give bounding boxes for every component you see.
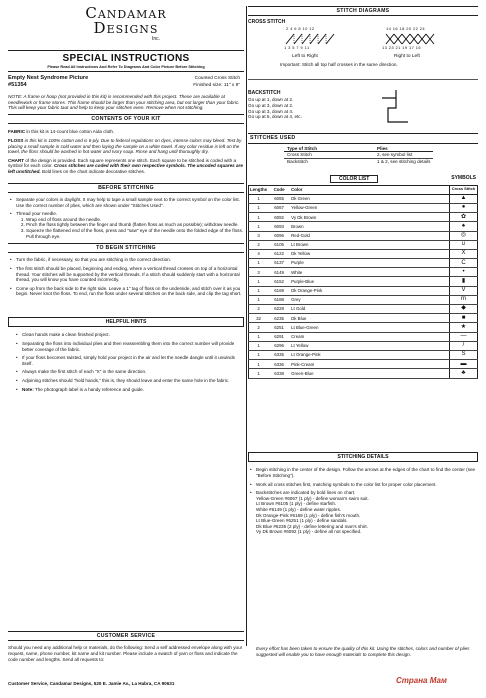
please-read: Please Read All Instructions And Refer To Diagrams And Color Picture Before Stitching	[47, 65, 205, 70]
color-name: Lt Blue-Green	[290, 323, 449, 332]
service-address: Customer Service, Candamar Designs, 520 E. Jamie Av., La Habra, CA 90631	[8, 681, 175, 686]
fabric-paragraph	[8, 129, 244, 135]
color-symbol: X	[450, 249, 478, 258]
color-code: 6335	[268, 350, 290, 359]
color-code: 6105	[268, 240, 290, 249]
color-symbol: m	[450, 295, 478, 304]
color-code: 6188	[268, 295, 290, 304]
begin-heading: TO BEGIN STITCHING	[8, 243, 244, 253]
table-row	[284, 158, 433, 164]
color-symbol: •	[450, 268, 478, 277]
before-heading: BEFORE STITCHING	[8, 183, 244, 193]
color-length: 32	[249, 314, 269, 323]
table-row	[284, 152, 433, 159]
table-row	[249, 332, 478, 341]
color-name: Lt Orange-Pink	[290, 350, 449, 359]
note-text: The photograph label is a handy reference and guide.	[33, 386, 144, 392]
right-column	[248, 6, 478, 379]
color-symbol: ♠	[450, 222, 478, 231]
backstitch-step: Go up at 5, down at 4, etc.	[248, 114, 302, 120]
color-symbol: ∪	[450, 240, 478, 249]
color-name: Yellow-Green	[290, 203, 449, 212]
table-row	[249, 213, 478, 222]
backstitch-detail: Dk Blue #6235 (2 ply) - define lettering and man's shirt.	[256, 523, 368, 529]
table-row	[249, 268, 478, 277]
color-code: 6092	[268, 213, 290, 222]
color-name: Lt Yellow	[290, 341, 449, 350]
chart-text: of the design is provided. Each square represents one stitch. Each square to be stitched is coded with a symbol for each color.	[8, 157, 237, 169]
col-type: Type of Stitch	[287, 145, 318, 151]
fabric-text: in this kit is 14-count blue cotton Aida cloth.	[25, 129, 115, 135]
service-heading: CUSTOMER SERVICE	[8, 631, 244, 641]
color-code: 6122	[268, 249, 290, 258]
color-code: 6228	[268, 305, 290, 314]
color-code: 6093	[268, 222, 290, 231]
color-symbol: ●	[450, 203, 478, 212]
color-name: Cream	[290, 332, 449, 341]
color-symbol: ■	[450, 314, 478, 323]
color-code: 6065	[268, 194, 290, 203]
backstitch-diagram	[248, 79, 478, 131]
thread-step: 3. Squeeze the flattened end of the floss, press and "saw" eye of the needle onto the folded edge of the floss. Pull through eye.	[26, 228, 244, 239]
details-item: • Begin stitching in the center of the design. Follow the arrows at the edges of the chart to find the center (see "Before Stitching").	[256, 467, 478, 478]
brand-inc: Inc.	[151, 36, 160, 42]
page-title: SPECIAL INSTRUCTIONS	[62, 53, 190, 65]
color-length: 1	[249, 332, 269, 341]
color-length: 4	[249, 249, 269, 258]
color-name: Dk Blue	[290, 314, 449, 323]
hint-item: • Always make the first stitch of each "X" in the same direction.	[22, 369, 244, 375]
color-symbol: C	[450, 259, 478, 268]
right-numbers-bottom: 13 23 21 19 17 15	[382, 45, 422, 51]
color-length: 1	[249, 194, 269, 203]
stitch-type: Backstitch	[287, 158, 308, 164]
backstitch-detail: Yellow-Green #6067 (1 ply) - define woman's swim suit.	[256, 495, 369, 501]
important-note: Important: Stitch all top half crosses in the same direction.	[280, 62, 398, 68]
before-item: • Thread your needle.	[16, 211, 244, 217]
table-row	[249, 369, 478, 378]
table-row	[249, 341, 478, 350]
thread-step: 1. Wrap end of floss around the needle.	[26, 217, 244, 223]
color-symbol: ♣	[450, 369, 478, 378]
column-divider	[246, 6, 247, 646]
color-list-header-row	[249, 185, 478, 194]
color-length: 1	[249, 213, 269, 222]
backstitch-label: BACKSTITCH	[248, 90, 281, 97]
table-row	[249, 259, 478, 268]
chart-label: CHART	[8, 157, 25, 163]
color-code: 6336	[268, 360, 290, 369]
backstitch-detail: Lt Brown #6105 (1 ply) - define starfish.	[256, 501, 337, 507]
brand-line1: Candamar	[85, 4, 167, 22]
color-name: Grey	[290, 295, 449, 304]
note-label: Note:	[22, 386, 34, 392]
col-symbol: Cross Stitch	[450, 185, 478, 194]
chart-tail: Bold lines on the chart indicate decorative stitches.	[40, 169, 146, 175]
col-plies: Plies	[377, 145, 388, 151]
left-to-right-caption: Left to Right	[292, 54, 318, 60]
color-name: Purple-Blue	[290, 277, 449, 286]
color-name: Lt Gold	[290, 305, 449, 314]
hint-item: • Clean hands make a clean finished project.	[22, 332, 244, 338]
color-length: 2	[249, 240, 269, 249]
contents-heading: CONTENTS OF YOUR KIT	[8, 114, 244, 124]
color-list-header	[248, 173, 478, 185]
left-to-right-diagram	[284, 33, 340, 45]
color-length: 3	[249, 231, 269, 240]
table-row	[249, 323, 478, 332]
service-text: Should you need any additional help or materials, do the following: Send a self addressed envelope along with your request, name, phone number, kit name and kit number. Please include a swatch of yarn or floss and indicate the code number and lengths. Send all requests to:	[8, 645, 243, 662]
color-code: 6152	[268, 277, 290, 286]
color-code: 6235	[268, 314, 290, 323]
color-length: 1	[249, 286, 269, 295]
product-number: #51354	[8, 81, 27, 88]
table-row	[249, 305, 478, 314]
backstitch-detail: White #6149 (1 ply) - define water ripples.	[256, 506, 342, 512]
backstitch-detail: Dk Orange-Pink #6169 (1 ply) - define fish's mouth.	[256, 512, 361, 518]
color-length: 3	[249, 268, 269, 277]
color-code: 6137	[268, 259, 290, 268]
details-item: • Backstitches are indicated by bold lines on chart.	[256, 490, 478, 496]
begin-list	[8, 257, 244, 297]
color-length: 1	[249, 222, 269, 231]
col-code: Code	[268, 185, 290, 194]
hint-note	[22, 387, 244, 393]
table-row	[249, 314, 478, 323]
color-length: 1	[249, 341, 269, 350]
fabric-label: FABRIC	[8, 129, 26, 135]
hint-item: • Separating the floss into individual plies and then reassembling them into the correct number will provide better coverage of the fabric.	[22, 341, 244, 352]
stitches-used-heading: STITCHES USED	[248, 133, 478, 143]
color-code: 6067	[268, 203, 290, 212]
col-color: Color	[290, 185, 449, 194]
color-symbol: ▮	[450, 277, 478, 286]
color-code: 6296	[268, 341, 290, 350]
chart-paragraph	[8, 158, 244, 175]
backstitch-step: Go up at 3, down at 2.	[248, 103, 294, 109]
chart-emphasis: Cross stitches are coded with their own respective symbols. The uncoded squares are left unstitched.	[8, 163, 243, 175]
finished-size: Finished size: 11" x 9"	[193, 82, 240, 88]
backstitch-details	[248, 496, 478, 535]
color-list-body	[249, 194, 478, 378]
diagrams-heading: STITCH DIAGRAMS	[248, 6, 478, 16]
watermark: Страна Мам	[396, 676, 447, 685]
color-name: Red-Gold	[290, 231, 449, 240]
color-name: Dk Yellow	[290, 249, 449, 258]
color-symbol: V	[450, 286, 478, 295]
table-row	[249, 350, 478, 359]
color-symbol: ▲	[450, 194, 478, 203]
color-length: 1	[249, 369, 269, 378]
floss-text: in this kit is 100% cotton and is 6-ply. Due to federal regulations on dyes, intense colors may bleed. Test by placing a small sample in cold water and then laying the sample on a white towel. If any color residue is left on the towel, the floss should be washed in hot water and Ivory soap. Rinse and hang until thoroughly dry.	[8, 138, 242, 155]
color-name: Pink-Cream	[290, 360, 449, 369]
color-code: 6096	[268, 231, 290, 240]
thread-steps	[8, 217, 244, 239]
right-numbers-top: 14 16 18 20 22 24	[386, 26, 426, 32]
color-symbol: —	[450, 332, 478, 341]
backstitch-path	[378, 88, 418, 128]
color-length: 2	[249, 323, 269, 332]
hints-list	[8, 332, 244, 392]
before-list	[8, 197, 244, 217]
left-column	[8, 6, 244, 395]
backstitch-step: Go up at 1, down at 2.	[248, 97, 294, 103]
table-row	[249, 222, 478, 231]
brand-logo	[8, 6, 244, 42]
details-heading: STITCHING DETAILS	[248, 452, 478, 462]
hints-heading: HELPFUL HINTS	[8, 317, 244, 327]
right-to-left-caption: Right to Left	[394, 54, 420, 60]
right-to-left-diagram	[384, 33, 444, 45]
color-name: Purple	[290, 259, 449, 268]
left-numbers-top: 2 4 6 8 10 12	[286, 26, 315, 32]
color-length: 1	[249, 360, 269, 369]
product-type: Counted Cross Stitch	[194, 75, 240, 81]
begin-item: • Turn the fabric, if necessary, so that you are stitching in the correct direction.	[16, 257, 244, 263]
color-code: 6291	[268, 332, 290, 341]
color-length: 1	[249, 277, 269, 286]
color-name: Brown	[290, 222, 449, 231]
backstitch-steps	[248, 97, 302, 119]
table-row	[249, 295, 478, 304]
begin-item: • Come up from the back side to the right side. Leave a 1" tag of floss on the underside, and stitch over it as you begin. Never knot the floss. To end, run the floss under several stitches on the back side, and clip the tag short.	[16, 286, 244, 297]
color-code: 6251	[268, 323, 290, 332]
stitching-details	[248, 452, 478, 535]
color-symbol: ◆	[450, 305, 478, 314]
color-symbol: ▬	[450, 360, 478, 369]
floss-paragraph	[8, 138, 244, 155]
color-length: 1	[249, 350, 269, 359]
floss-label: FLOSS	[8, 138, 24, 144]
color-list-table	[248, 185, 478, 379]
brand-line2: Designs	[93, 19, 159, 37]
color-name: White	[290, 268, 449, 277]
table-row	[249, 240, 478, 249]
stitch-plies: 1 & 2, see stitching details	[377, 158, 431, 164]
table-row	[249, 194, 478, 203]
backstitch-detail: Vy Dk Brown #6092 (1 ply) - define all not specified.	[256, 529, 362, 535]
table-row	[249, 277, 478, 286]
table-row	[249, 360, 478, 369]
details-list	[248, 467, 478, 495]
color-name: Dk Orange-Pink	[290, 286, 449, 295]
cross-stitch-diagram	[248, 25, 478, 79]
color-symbol: ★	[450, 323, 478, 332]
product-info	[8, 75, 244, 91]
color-list-heading: COLOR LIST	[330, 175, 378, 183]
table-row	[249, 231, 478, 240]
frame-note: NOTE: A frame or hoop (not provided in this kit) is recommended with this project. These are available at needlework or frame stores. This frame should be larger than your stitching area, but not larger than your fabric. This will keep your fabric taut and help to keep your stitches even. Remove when not stitching.	[8, 93, 240, 111]
color-code: 6338	[268, 369, 290, 378]
quality-note: Every effort has been taken to ensure the quality of this kit. Using the stitches, colors and number of plies suggested will enable you to have enough materials to complete this design.	[256, 646, 470, 657]
table-row	[249, 203, 478, 212]
color-name: Lt Brown	[290, 240, 449, 249]
before-item: • Separate your colors in daylight. It may help to tape a small sample next to the correct symbol on the color list. Use the correct number of plies, which are shown under "Stitches Used".	[16, 197, 244, 208]
color-name: Green-Blue	[290, 369, 449, 378]
color-length: 1	[249, 259, 269, 268]
table-row	[249, 286, 478, 295]
color-code: 6169	[268, 286, 290, 295]
cross-stitch-label: CROSS STITCH	[248, 19, 286, 26]
color-length: 1	[249, 203, 269, 212]
stitch-type: Cross Stitch	[287, 152, 312, 158]
hint-item: • If your floss becomes twisted, simply hold your project in the air and let the needle dangle until it unwinds itself.	[22, 355, 244, 366]
product-name: Empty Nest Syndrome Picture	[8, 74, 89, 81]
color-length: 2	[249, 305, 269, 314]
color-symbol: S	[450, 350, 478, 359]
hint-item: • Adjoining stitches should "hold hands," this is, they should leave and enter the same hole in the fabric.	[22, 378, 244, 384]
left-numbers-bottom: 1 3 5 7 9 11	[284, 45, 310, 51]
begin-item: • The first stitch should be placed, beginning and ending, where a vertical thread crosses on top of a horizontal thread. Your stitches will be supported by the vertical threads. If a stitch should suddenly start with a horizontal thread, you will know you have counted incorrectly.	[16, 266, 244, 283]
backstitch-step: Go up at 3, down at 4.	[248, 108, 294, 114]
details-item: • Work all cross stitches first, matching symbols to the color list for proper color placement.	[256, 482, 478, 488]
thread-step: 2. Pinch the floss tightly between the finger and thumb (flatten floss as much as possible); withdraw needle.	[26, 222, 244, 228]
col-lengths: Lengths	[249, 185, 269, 194]
color-name: Vy Dk Brown	[290, 213, 449, 222]
color-name: Dk Green	[290, 194, 449, 203]
color-symbol: ◎	[450, 231, 478, 240]
symbols-heading: SYMBOLS	[451, 174, 476, 181]
color-symbol: /	[450, 341, 478, 350]
table-row	[249, 249, 478, 258]
color-code: 6149	[268, 268, 290, 277]
stitches-used-table	[284, 146, 433, 165]
color-symbol: ✿	[450, 213, 478, 222]
stitch-plies: 2, see symbol list	[377, 152, 413, 158]
backstitch-detail: Lt Blue-Green #6251 (1 ply) - define sandals.	[256, 518, 348, 524]
customer-service	[8, 631, 244, 665]
color-length: 1	[249, 295, 269, 304]
